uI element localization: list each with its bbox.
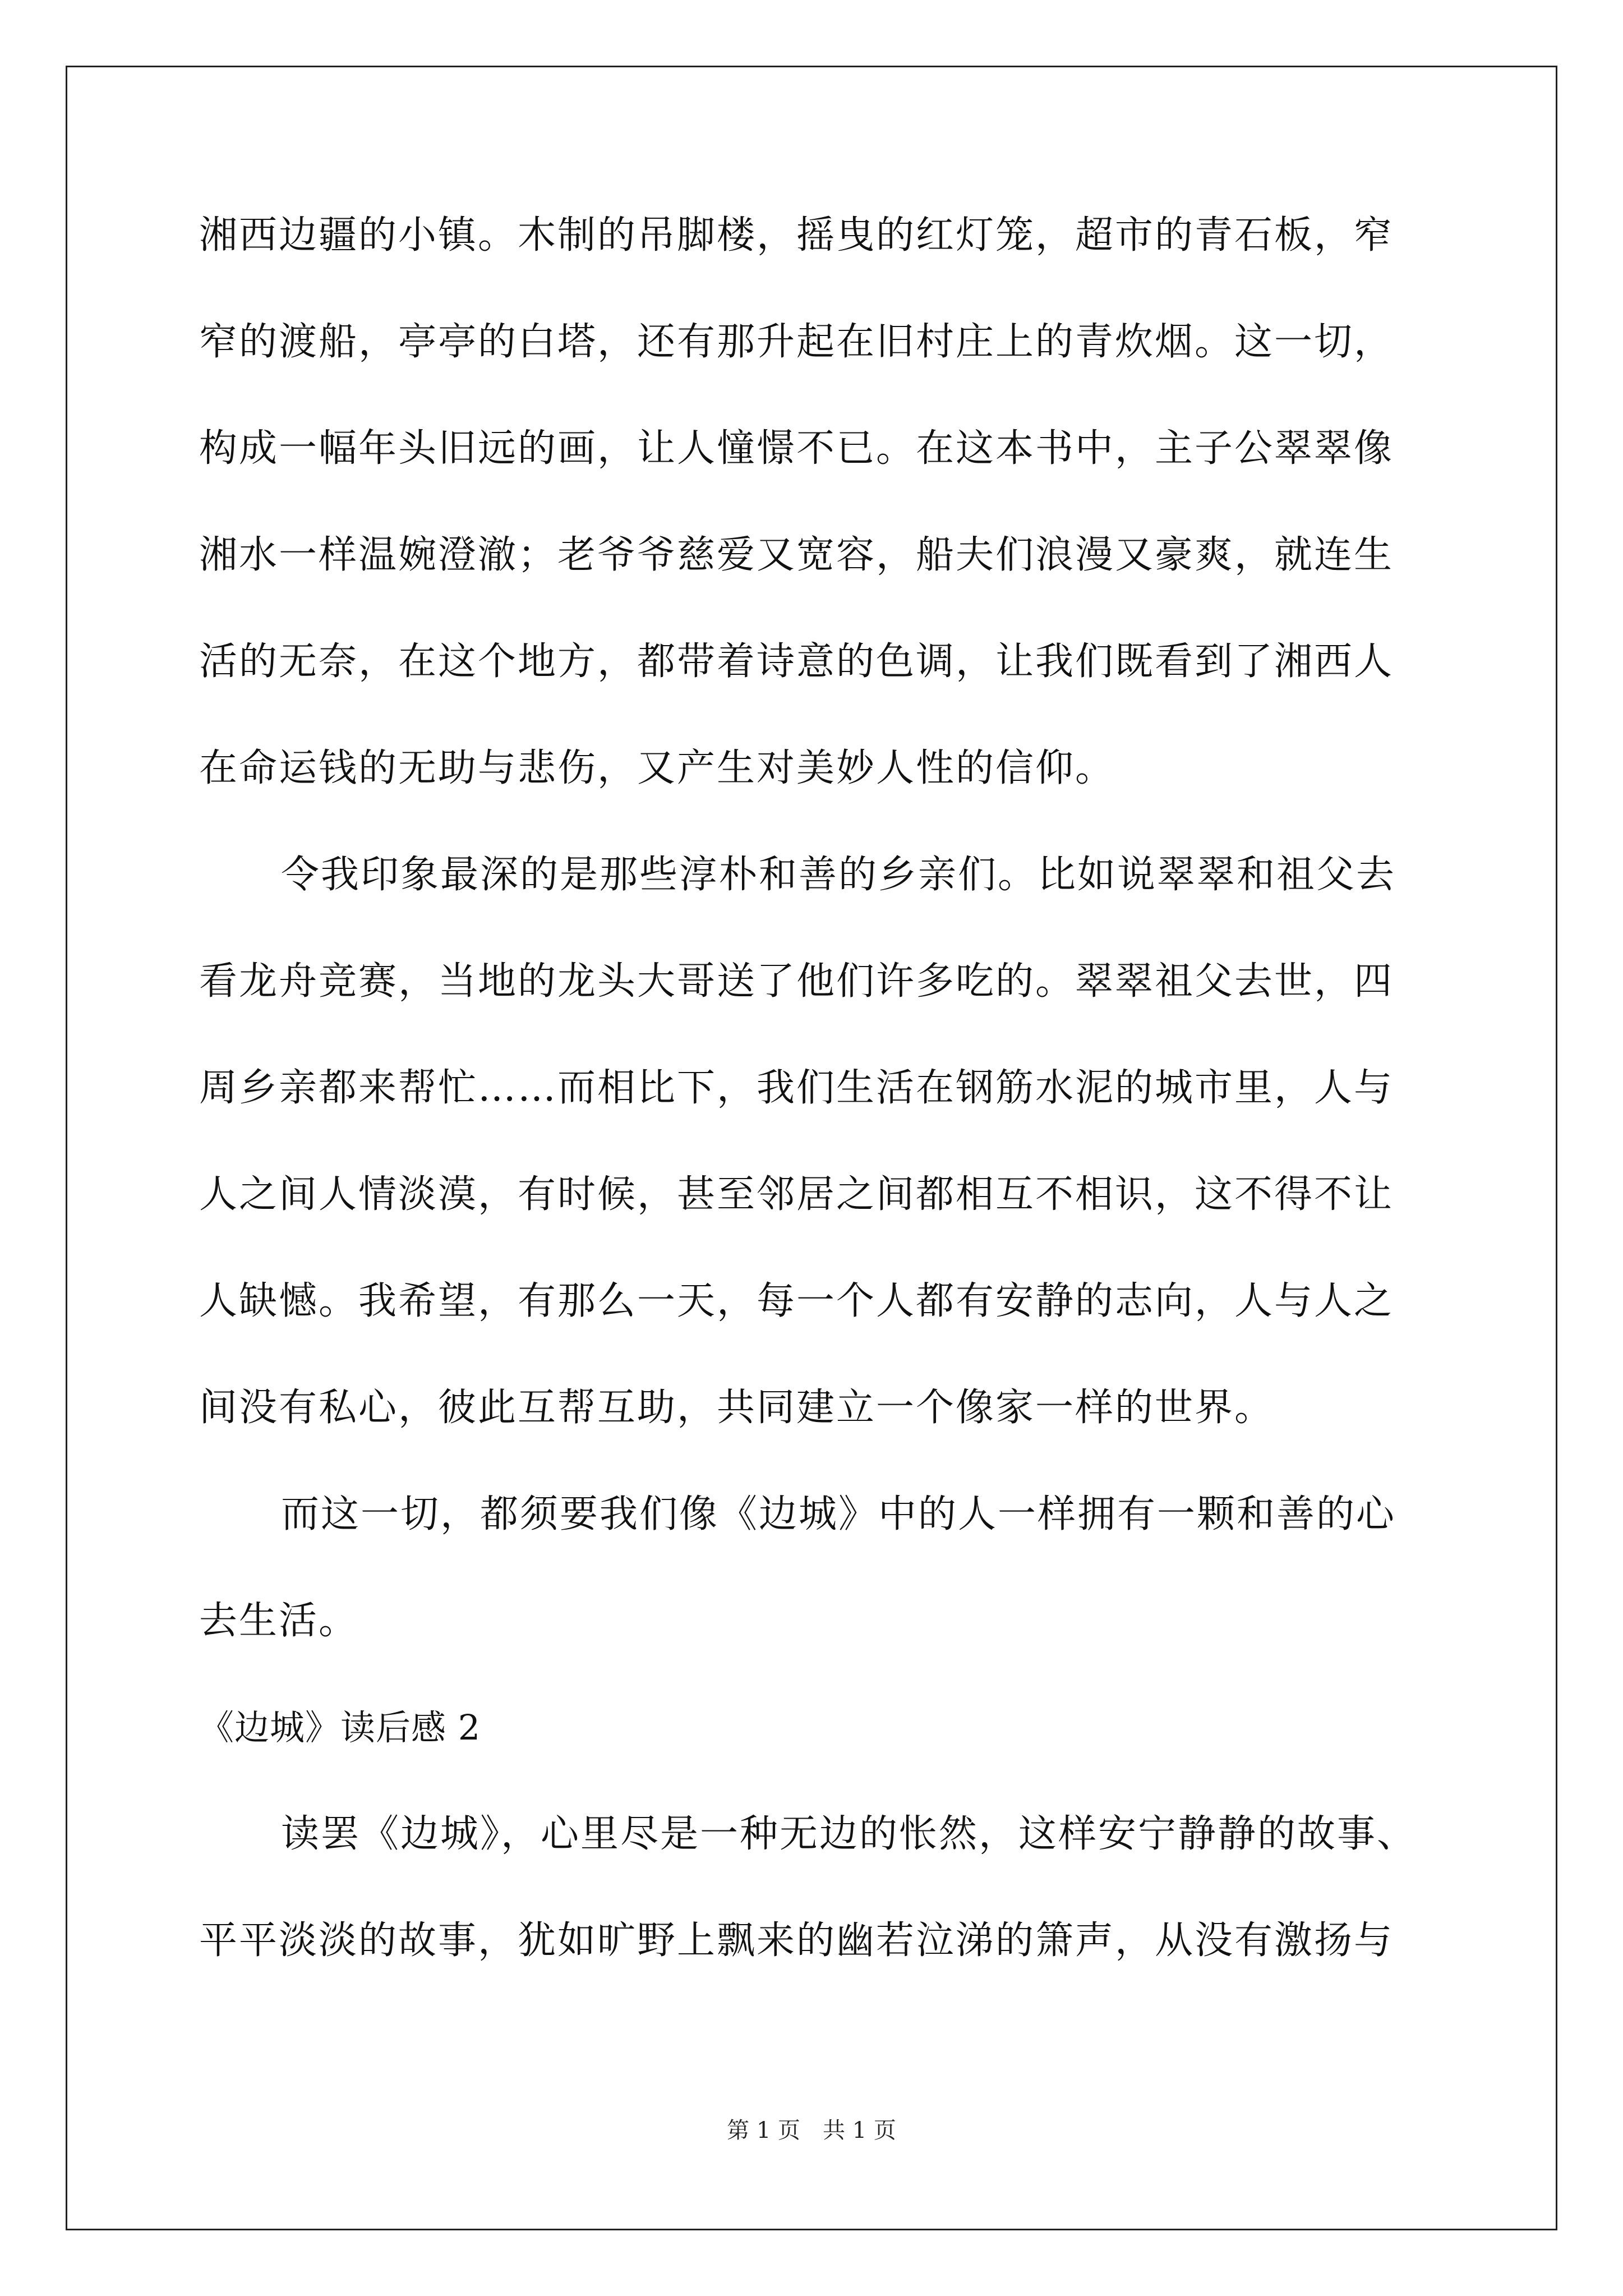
text-line: 平平淡淡的故事，犹如旷野上飘来的幽若泣涕的箫声，从没有激扬与 <box>199 1918 1394 1963</box>
page-footer: 第 1 页 共 1 页 <box>727 2118 896 2143</box>
text-line: 窄的渡船，亭亭的白塔，还有那升起在旧村庄上的青炊烟。这一切， <box>199 320 1394 364</box>
text-line: 看龙舟竞赛，当地的龙头大哥送了他们许多吃的。翠翠祖父去世，四 <box>199 959 1394 1004</box>
paragraph-first-line: 而这一切，都须要我们像《边城》中的人一样拥有一颗和善的心 <box>281 1492 1396 1536</box>
text-line: 周乡亲都来帮忙……而相比下，我们生活在钢筋水泥的城市里，人与 <box>199 1066 1394 1110</box>
section-heading: 《边城》读后感 2 <box>199 1707 481 1748</box>
text-line: 湘水一样温婉澄澈；老爷爷慈爱又宽容，船夫们浪漫又豪爽，就连生 <box>199 533 1394 577</box>
text-line: 构成一幅年头旧远的画，让人憧憬不已。在这本书中，主子公翠翠像 <box>199 426 1394 471</box>
page-border <box>66 66 1557 2230</box>
text-line: 湘西边疆的小镇。木制的吊脚楼，摇曳的红灯笼，超市的青石板，窄 <box>199 213 1394 257</box>
text-line: 间没有私心，彼此互帮互助，共同建立一个像家一样的世界。 <box>199 1386 1275 1430</box>
paragraph-first-line: 读罢《边城》，心里尽是一种无边的怅然，这样安宁静静的故事、 <box>281 1812 1417 1856</box>
text-line: 人之间人情淡漠，有时候，甚至邻居之间都相互不相识，这不得不让 <box>199 1172 1394 1217</box>
text-line: 人缺憾。我希望，有那么一天，每一个人都有安静的志向，人与人之 <box>199 1279 1394 1323</box>
text-line: 在命运钱的无助与悲伤，又产生对美妙人性的信仰。 <box>199 746 1115 790</box>
text-line: 活的无奈，在这个地方，都带着诗意的色调，让我们既看到了湘西人 <box>199 639 1394 684</box>
paragraph-first-line: 令我印象最深的是那些淳朴和善的乡亲们。比如说翠翠和祖父去 <box>281 853 1396 897</box>
text-line: 去生活。 <box>199 1599 359 1643</box>
